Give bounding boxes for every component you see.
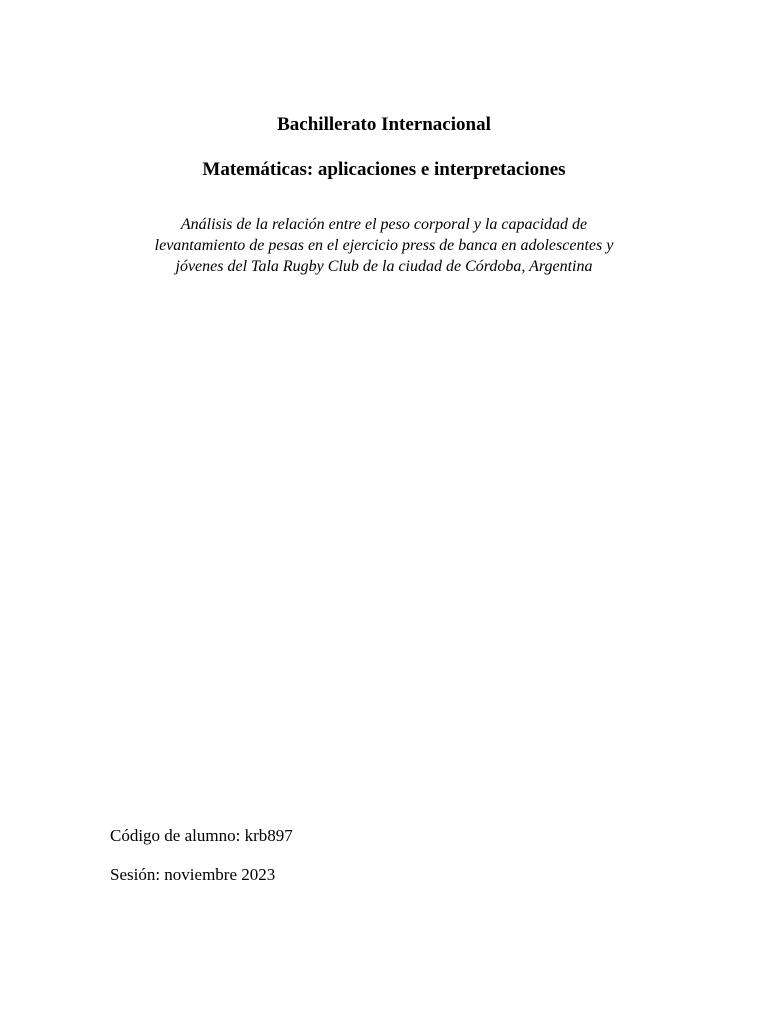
document-subject: Matemáticas: aplicaciones e interpretaciones — [202, 159, 566, 180]
research-title-line: Análisis de la relación entre el peso corporal y la capacidad de — [180, 216, 588, 233]
research-title-line: levantamiento de pesas en el ejercicio press de banca en adolescentes y — [154, 237, 614, 254]
document-title: Bachillerato Internacional — [277, 114, 491, 135]
research-title — [0, 214, 768, 277]
research-title-line: jóvenes del Tala Rugby Club de la ciudad de Córdoba, Argentina — [175, 258, 593, 275]
exam-session: Sesión: noviembre 2023 — [110, 865, 276, 884]
student-code: Código de alumno: krb897 — [110, 826, 293, 845]
